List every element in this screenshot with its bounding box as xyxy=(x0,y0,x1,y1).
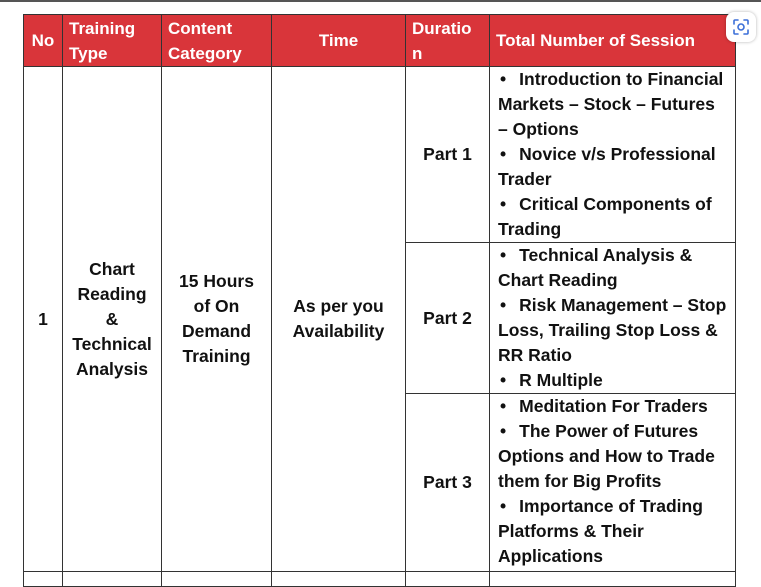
list-item: • Meditation For Traders xyxy=(498,394,727,419)
header-no: No xyxy=(24,15,63,67)
list-item: • R Multiple xyxy=(498,368,727,393)
cell-duration-part-3: Part 3 xyxy=(406,394,490,572)
session-list xyxy=(498,67,727,242)
cell-time: As per you Availability xyxy=(272,67,406,572)
cell-training-type: Chart Reading & Technical Analysis xyxy=(63,67,162,572)
session-list xyxy=(498,394,727,569)
header-row xyxy=(24,15,736,67)
cell-empty xyxy=(406,572,490,587)
visual-search-button[interactable] xyxy=(726,12,756,42)
cell-empty xyxy=(63,572,162,587)
session-list xyxy=(498,243,727,393)
header-time: Time xyxy=(272,15,406,67)
lens-icon xyxy=(732,18,750,36)
header-training-type: Training Type xyxy=(63,15,162,67)
cell-no: 1 xyxy=(24,67,63,572)
table-row xyxy=(24,572,736,587)
cell-empty xyxy=(490,572,736,587)
list-item: • Technical Analysis & Chart Reading xyxy=(498,243,727,293)
header-content-category: Content Category xyxy=(162,15,272,67)
list-item: • Risk Management – Stop Loss, Trailing Stop Loss & RR Ratio xyxy=(498,293,727,368)
cell-duration-part-2: Part 2 xyxy=(406,243,490,394)
header-total-sessions: Total Number of Session xyxy=(490,15,736,67)
header-duration: Duratio n xyxy=(406,15,490,67)
list-item: • Introduction to Financial Markets – Stock – Futures – Options xyxy=(498,67,727,142)
cell-empty xyxy=(24,572,63,587)
list-item: • Novice v/s Professional Trader xyxy=(498,142,727,192)
list-item: • The Power of Futures Options and How to Trade them for Big Profits xyxy=(498,419,727,494)
cell-content-category: 15 Hours of On Demand Training xyxy=(162,67,272,572)
cell-empty xyxy=(272,572,406,587)
cell-sessions-part-1 xyxy=(490,67,736,243)
table-row xyxy=(24,67,736,243)
list-item: • Critical Components of Trading xyxy=(498,192,727,242)
cell-empty xyxy=(162,572,272,587)
cell-sessions-part-3 xyxy=(490,394,736,572)
list-item: • Importance of Trading Platforms & Their Applications xyxy=(498,494,727,569)
cell-sessions-part-2 xyxy=(490,243,736,394)
cell-duration-part-1: Part 1 xyxy=(406,67,490,243)
training-schedule-table xyxy=(23,14,736,587)
top-rule xyxy=(0,0,761,2)
